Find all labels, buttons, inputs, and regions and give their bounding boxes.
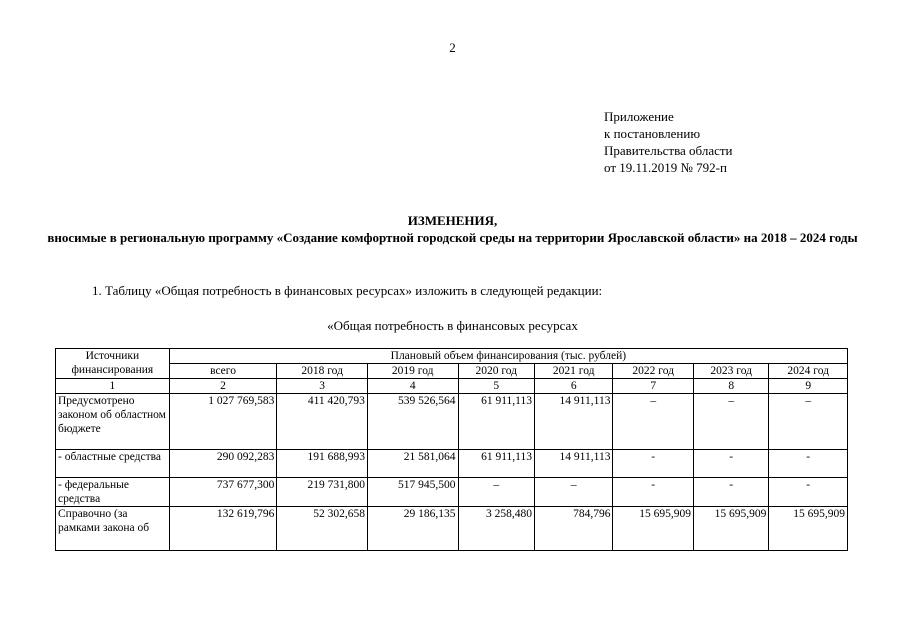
appendix-line: от 19.11.2019 № 792-п bbox=[604, 160, 727, 175]
title-heading: ИЗМЕНЕНИЯ, bbox=[407, 213, 498, 228]
appendix-block bbox=[604, 108, 733, 176]
row-label: Предусмотрено законом об областном бюджете bbox=[56, 394, 170, 450]
header-col: 2021 год bbox=[534, 364, 612, 379]
table-cell: 21 581,064 bbox=[367, 450, 458, 478]
table-row bbox=[56, 450, 848, 478]
col-number: 7 bbox=[613, 379, 694, 394]
instruction-paragraph: 1. Таблицу «Общая потребность в финансовых ресурсах» изложить в следующей редакции: bbox=[92, 283, 603, 298]
table-cell: 3 258,480 bbox=[458, 507, 534, 551]
table-cell: 61 911,113 bbox=[458, 450, 534, 478]
table-subheader-row bbox=[56, 364, 848, 379]
table-caption: «Общая потребность в финансовых ресурсах bbox=[327, 318, 578, 333]
col-number: 4 bbox=[367, 379, 458, 394]
title-subheading: вносимые в региональную программу «Создание комфортной городской среды на территории Ярославской области» на 2018 – 2024 годы bbox=[47, 230, 858, 245]
table-cell: 517 945,500 bbox=[367, 478, 458, 507]
row-label: Справочно (за рамками закона об bbox=[56, 507, 170, 551]
table-cell: 784,796 bbox=[534, 507, 612, 551]
col-number: 2 bbox=[169, 379, 277, 394]
table-cell: – bbox=[693, 394, 768, 450]
table-cell: - bbox=[693, 450, 768, 478]
table-cell: 15 695,909 bbox=[769, 507, 848, 551]
table-cell: 219 731,800 bbox=[277, 478, 368, 507]
table-cell: 15 695,909 bbox=[693, 507, 768, 551]
col-number: 5 bbox=[458, 379, 534, 394]
header-col: всего bbox=[169, 364, 277, 379]
table-cell: - bbox=[613, 478, 694, 507]
col-number: 6 bbox=[534, 379, 612, 394]
table-cell: 61 911,113 bbox=[458, 394, 534, 450]
page-number: 2 bbox=[449, 40, 456, 55]
appendix-line: Правительства области bbox=[604, 143, 733, 158]
table-cell: – bbox=[534, 478, 612, 507]
table-cell: – bbox=[613, 394, 694, 450]
table-cell: 290 092,283 bbox=[169, 450, 277, 478]
header-col: 2023 год bbox=[693, 364, 768, 379]
col-number: 9 bbox=[769, 379, 848, 394]
col-number: 1 bbox=[56, 379, 170, 394]
row-label: - федеральные средства bbox=[56, 478, 170, 507]
table-cell: - bbox=[769, 450, 848, 478]
table-cell: 539 526,564 bbox=[367, 394, 458, 450]
table-cell: 29 186,135 bbox=[367, 507, 458, 551]
table-cell: – bbox=[458, 478, 534, 507]
table-cell: 15 695,909 bbox=[613, 507, 694, 551]
table-cell: 191 688,993 bbox=[277, 450, 368, 478]
table-cell: – bbox=[769, 394, 848, 450]
table-cell: - bbox=[769, 478, 848, 507]
table-row bbox=[56, 507, 848, 551]
header-col: 2020 год bbox=[458, 364, 534, 379]
header-col: 2019 год bbox=[367, 364, 458, 379]
table-row bbox=[56, 394, 848, 450]
header-source: Источники финансирования bbox=[56, 349, 170, 379]
table-cell: 411 420,793 bbox=[277, 394, 368, 450]
header-col: 2024 год bbox=[769, 364, 848, 379]
document-title bbox=[40, 212, 865, 246]
row-label: - областные средства bbox=[56, 450, 170, 478]
table-number-row bbox=[56, 379, 848, 394]
appendix-line: Приложение bbox=[604, 109, 674, 124]
financing-table bbox=[55, 348, 848, 551]
col-number: 8 bbox=[693, 379, 768, 394]
table-row bbox=[56, 478, 848, 507]
table-header-row bbox=[56, 349, 848, 364]
table-cell: - bbox=[693, 478, 768, 507]
table-cell: 737 677,300 bbox=[169, 478, 277, 507]
table-cell: 14 911,113 bbox=[534, 450, 612, 478]
appendix-line: к постановлению bbox=[604, 126, 701, 141]
table-cell: 1 027 769,583 bbox=[169, 394, 277, 450]
table-cell: 132 619,796 bbox=[169, 507, 277, 551]
header-col: 2018 год bbox=[277, 364, 368, 379]
header-plan: Плановый объем финансирования (тыс. рублей) bbox=[169, 349, 847, 364]
header-col: 2022 год bbox=[613, 364, 694, 379]
table-cell: 14 911,113 bbox=[534, 394, 612, 450]
col-number: 3 bbox=[277, 379, 368, 394]
table-cell: 52 302,658 bbox=[277, 507, 368, 551]
table-cell: - bbox=[613, 450, 694, 478]
